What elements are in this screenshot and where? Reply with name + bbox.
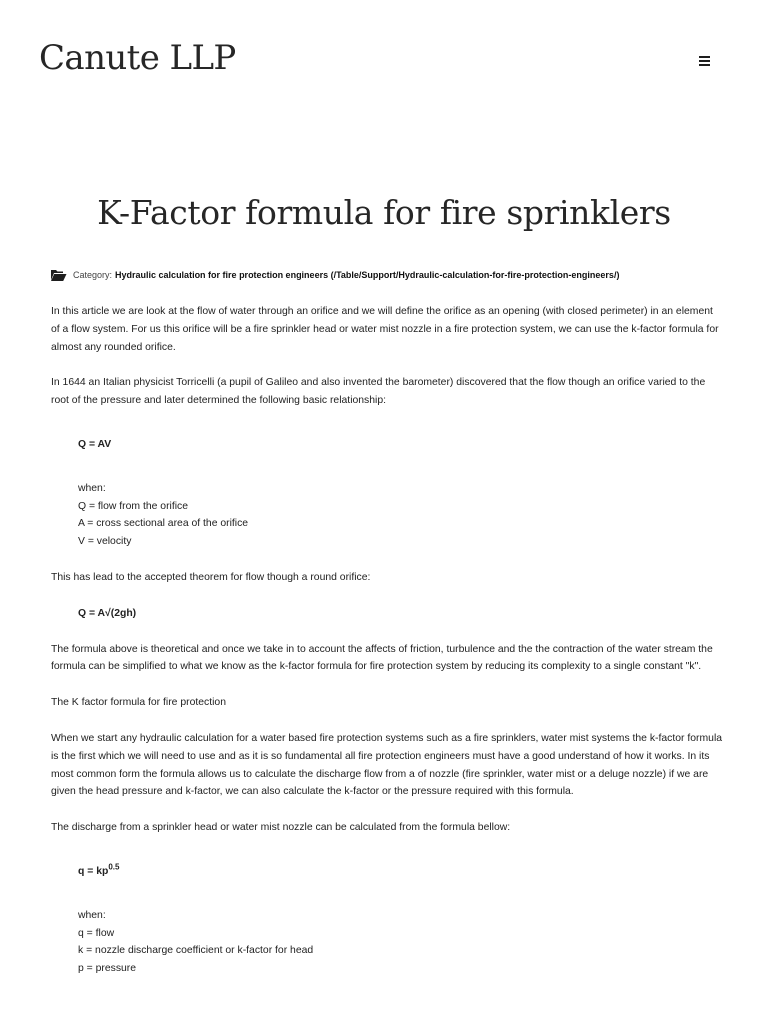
definition-q: Q = flow from the orifice: [78, 500, 189, 512]
definition-flow: q = flow: [78, 927, 115, 939]
paragraph-subheading: The K factor formula for fire protection: [51, 697, 226, 709]
category-link[interactable]: Hydraulic calculation for fire protection engineers (/Table/Support/Hydraulic-calculation-for-fire-protection-engineers/): [115, 270, 620, 280]
hamburger-menu-icon[interactable]: [694, 51, 716, 71]
paragraph-torricelli: In 1644 an Italian physicist Torricelli (a pupil of Galileo and also invented the barometer) discovered that the flow though an orifice varied to the root of the pressure and later determined the following basic relationship:: [51, 377, 706, 407]
article-body: [51, 303, 723, 996]
formula-q-equals-av: Q = AV: [78, 438, 112, 450]
paragraph-hydraulic-calc: When we start any hydraulic calculation for a water based fire protection systems such as a fire sprinklers, water mist systems the k-factor formula is the first which we will need to use and as it is so fundamental all fire protection engineers must have a good understand of how it works. In its most common form the formula allows us to calculate the discharge flow from a of nozzle (fire sprinkler, water mist or a deluge nozzle) if we are given the head pressure and k-factor, we can also calculate the k-factor or the pressure required with this formula.: [51, 732, 723, 798]
site-title-link[interactable]: Canute LLP: [39, 38, 236, 78]
definition-v: V = velocity: [78, 536, 132, 548]
site-header: [0, 0, 768, 110]
folder-open-icon: [50, 268, 67, 282]
definitions-list-2: [78, 907, 723, 978]
category-info: [50, 266, 740, 284]
formula-k-factor-exponent: 0.5: [108, 862, 120, 872]
category-label: Category:: [73, 270, 113, 280]
paragraph-simplification: The formula above is theoretical and once we take in to account the affects of friction, turbulence and the the contraction of the water stream the formula can be simplified to what we know as the k-factor formula for fire protection system by reducing its complexity to a single constant "k".: [51, 643, 713, 673]
formula-k-factor-base: q = kp: [78, 865, 109, 877]
formula-k-factor: [78, 863, 723, 881]
formula-torricelli: Q = A√(2gh): [78, 607, 137, 619]
article-title: K-Factor formula for fire sprinklers: [97, 193, 671, 232]
definition-when-2: when:: [78, 909, 106, 921]
definition-a: A = cross sectional area of the orifice: [78, 518, 249, 530]
definition-pressure: p = pressure: [78, 963, 137, 975]
paragraph-intro: In this article we are look at the flow of water through an orifice and we will define the orifice as an opening (with closed perimeter) in an element of a flow system. For us this orifice will be a fire sprinkler head or water mist nozzle in a fire protection system, we can use the k-factor formula for almost any rounded orifice.: [51, 306, 719, 353]
definitions-list-1: [78, 480, 723, 551]
paragraph-theorem: This has lead to the accepted theorem for flow though a round orifice:: [51, 571, 371, 583]
definition-k-factor: k = nozzle discharge coefficient or k-factor for head: [78, 945, 314, 957]
definition-when: when:: [78, 482, 106, 494]
paragraph-discharge: The discharge from a sprinkler head or water mist nozzle can be calculated from the formula bellow:: [51, 822, 511, 834]
